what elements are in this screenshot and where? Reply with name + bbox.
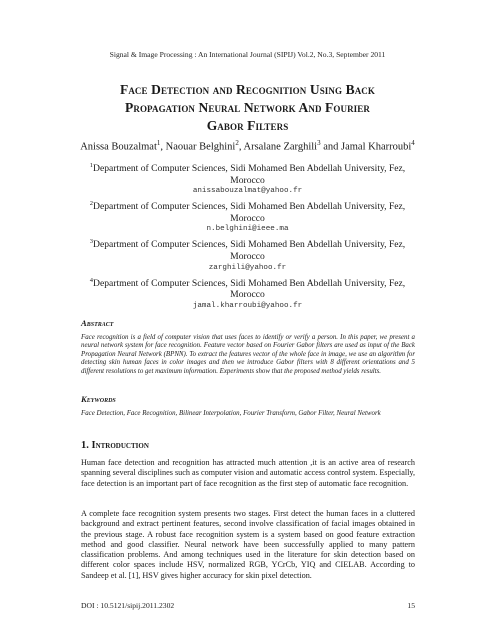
affiliation-email: anissabouzalmat@yahoo.fr: [192, 187, 303, 196]
author-list: [0, 139, 495, 153]
author-sup: 4: [411, 139, 415, 147]
author-sup: 1: [156, 139, 161, 147]
page-number: 15: [407, 601, 415, 610]
author-separator: ,: [160, 141, 166, 153]
affiliation-dept: Department of Computer Sciences, Sidi Mohamed Ben Abdellah University, Fez,: [93, 239, 406, 251]
title-line-2: Propagation Neural Network And Fourier: [125, 100, 370, 115]
author-name: Anissa Bouzalmat: [80, 141, 157, 153]
abstract-heading: Abstract: [81, 318, 114, 328]
author-sup: 2: [235, 139, 239, 147]
author-name: Naouar Belghini: [165, 141, 236, 153]
affiliation-email: n.belghini@ieee.ma: [206, 225, 289, 234]
author-separator: and: [320, 141, 342, 153]
affiliation-email: jamal.kharroubi@yahoo.fr: [192, 301, 303, 310]
affiliation-4: [40, 275, 455, 311]
affiliation-email: zarghili@yahoo.fr: [208, 263, 287, 272]
journal-header: Signal & Image Processing : An International Journal (SIPIJ) Vol.2, No.3, September 2011: [109, 50, 386, 59]
affiliation-number: 1: [89, 162, 94, 169]
page-footer: [81, 601, 415, 610]
author-name: Jamal Kharroubi: [341, 141, 412, 153]
author-sup: 3: [317, 139, 321, 147]
affiliation-country: Morocco: [230, 212, 265, 224]
affiliation-country: Morocco: [230, 289, 265, 301]
title-line-1: Face Detection and Recognition Using Back: [119, 82, 375, 97]
author-separator: ,: [238, 141, 244, 153]
affiliation-3: [40, 236, 455, 272]
affiliation-number: 2: [89, 200, 94, 208]
doi-text: DOI : 10.5121/sipij.2011.2302: [81, 601, 175, 610]
affiliation-country: Morocco: [230, 174, 265, 186]
intro-paragraph-2: A complete face recognition system presents two stages. First detect the human faces in a cluttered background and extract pertinent features, second involve classification of facial images obtained in the previous stage. A robust face recognition system is a system based on good feature extraction method and good classifier. Neural network have been successfully applied to many pattern classification problems. And among techniques used in the literature for skin detection based on different color spaces include HSV, normalized RGB, YCrCb, YIQ and CIELAB. According to Sandeep et al. [1], HSV gives higher accuracy for skin pixel detection.: [81, 509, 415, 580]
affiliation-number: 3: [89, 238, 94, 246]
intro-paragraph-1: Human face detection and recognition has attracted much attention ,it is an active area of research spanning several disciplines such as computer vision and automatic access control system. Especially, face detection is an important part of face recognition as the first step of automatic face recognition.: [81, 458, 415, 488]
affiliation-dept: Department of Computer Sciences, Sidi Mohamed Ben Abdellah University, Fez,: [93, 201, 406, 213]
affiliation-2: [40, 198, 455, 234]
affiliation-country: Morocco: [230, 251, 265, 263]
affiliation-1: [40, 160, 455, 196]
section-heading-introduction: 1. Introduction: [81, 440, 149, 451]
affiliation-dept: Department of Computer Sciences, Sidi Mohamed Ben Abdellah University, Fez,: [93, 277, 406, 289]
affiliation-dept: Department of Computer Sciences, Sidi Mohamed Ben Abdellah University, Fez,: [93, 163, 406, 175]
affiliation-number: 4: [89, 276, 94, 284]
keywords-text: Face Detection, Face Recognition, Bilinear Interpolation, Fourier Transform, Gabor Filter, Neural Network: [81, 410, 381, 417]
paper-title: [40, 81, 455, 135]
title-line-3: Gabor Filters: [206, 118, 289, 133]
author-name: Arsalane Zarghili: [243, 141, 318, 153]
affiliations: [40, 160, 455, 313]
abstract-text: Face recognition is a field of computer vision that uses faces to identify or verify a person. In this paper, we present a neural network system for face recognition. Feature vector based on Fourier Gabor filters are used as input of the Back Propagation Neural Network (BPNN). To extract the features vector of the whole face in image, we use an algorithm for detecting skin human faces in color images and then we introduce Gabor filters with 8 different orientations and 5 different resolutions to get maximum information. Experiments show that the proposed method yields results.: [81, 334, 415, 375]
keywords-heading: Keywords: [81, 394, 116, 404]
